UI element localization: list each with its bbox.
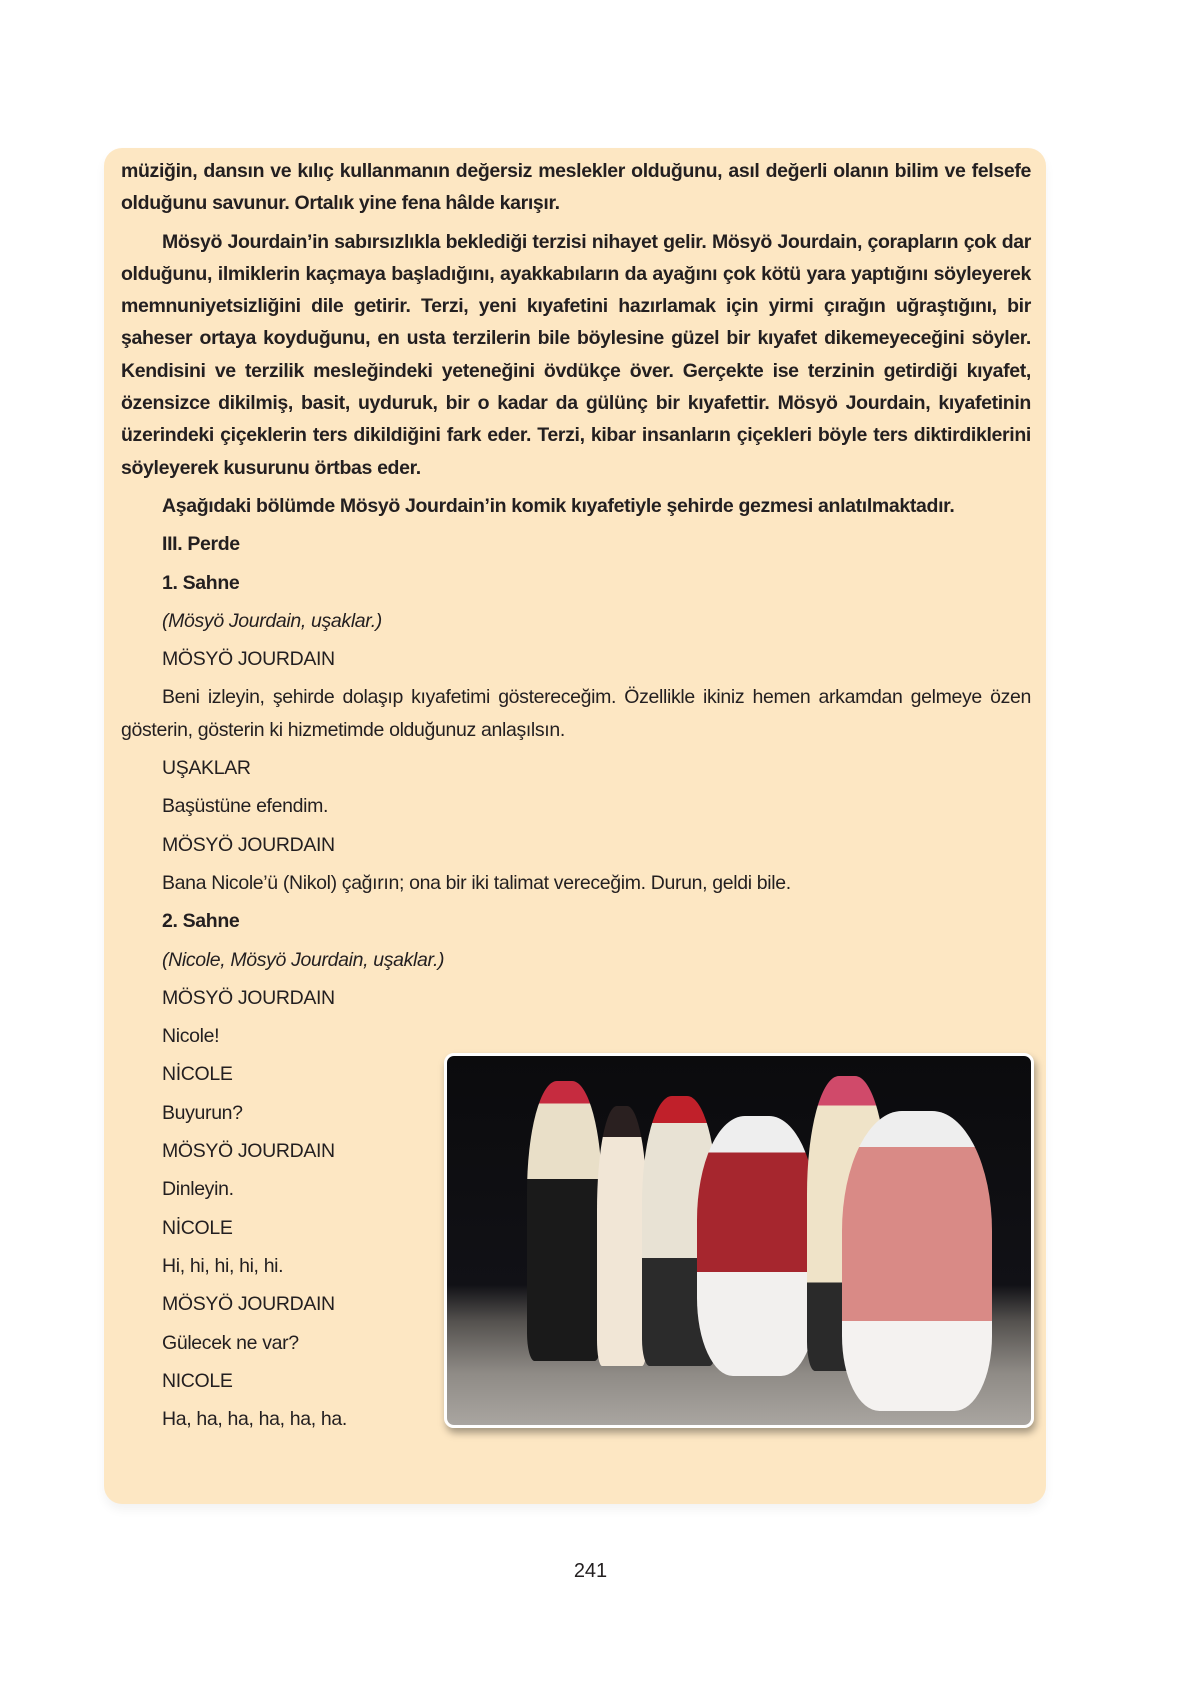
speaker: MÖSYÖ JOURDAIN [162, 648, 335, 671]
dialogue-line: Hi, hi, hi, hi, hi. [162, 1254, 284, 1277]
dialogue-line: Nicole! [162, 1025, 220, 1048]
stage-direction: (Nicole, Mösyö Jourdain, uşaklar.) [162, 948, 445, 971]
speaker: NİCOLE [162, 1063, 233, 1086]
dialogue-line: Gülecek ne var? [162, 1331, 299, 1354]
speaker: MÖSYÖ JOURDAIN [162, 1140, 335, 1163]
dialogue-line: Bana Nicole’ü (Nikol) çağırın; ona bir iki talimat vereceğim. Durun, geldi bile. [162, 871, 791, 894]
speaker: NİCOLE [162, 1216, 233, 1239]
speaker: MÖSYÖ JOURDAIN [162, 986, 335, 1009]
act-heading: III. Perde [162, 533, 240, 556]
dialogue-line: Beni izleyin, şehirde dolaşıp kıyafetimi göstereceğim. Özellikle ikiniz hemen arkamdan gelmeye özen gösterin, gösterin ki hizmetimde olduğunuz anlaşılsın. [121, 686, 1031, 741]
scene-heading: 2. Sahne [162, 910, 240, 933]
theatre-photo [444, 1053, 1034, 1428]
dialogue-line: Buyurun? [162, 1101, 243, 1124]
stage-direction: (Mösyö Jourdain, uşaklar.) [162, 609, 382, 632]
dialogue-line: Dinleyin. [162, 1178, 234, 1201]
speaker: MÖSYÖ JOURDAIN [162, 1293, 335, 1316]
speaker: UŞAKLAR [162, 757, 251, 780]
speaker: NICOLE [162, 1369, 233, 1392]
page-number: 241 [573, 1560, 608, 1582]
intro-paragraph: Mösyö Jourdain’in sabırsızlıkla beklediği terzisi nihayet gelir. Mösyö Jourdain, çorapların çok dar olduğunu, ilmiklerin kaçmaya başladığını, ayakkabıların da ayağını çok kötü yara yaptığını söyleyerek memnuniyetsizliğini dile getirir. Terzi, yeni kıyafetini hazırlamak için yirmi çırağın uğraştığını, bir şaheser ortaya koyduğunu, en usta terzilerin bile böylesine güzel bir kıyafet dikemeyeceğini söyler. Kendisini ve terzilik mesleğindeki yeteneğini övdükçe över. Gerçekte ise terzinin getirdiği kıyafet, özensizce dikilmiş, basit, uyduruk, bir o kadar da gülünç bir kıyafettir. Mösyö Jourdain, kıyafetinin üzerindeki çiçeklerin ters dikildiğini fark eder. Terzi, kibar insanların çiçekleri böyle ters diktirdiklerini söyleyerek kusurunu örtbas eder. [121, 230, 1031, 479]
intro-paragraph: Aşağıdaki bölümde Mösyö Jourdain’in komik kıyafetiyle şehirde gezmesi anlatılmaktadır. [162, 494, 955, 517]
intro-paragraph: müziğin, dansın ve kılıç kullanmanın değersiz meslekler olduğunu, asıl değerli olanın bilim ve felsefe olduğunu savunur. Ortalık yine fena hâlde karışır. [121, 160, 1031, 215]
dialogue-line: Başüstüne efendim. [162, 795, 329, 818]
speaker: MÖSYÖ JOURDAIN [162, 833, 335, 856]
dialogue-line: Ha, ha, ha, ha, ha, ha. [162, 1408, 347, 1431]
scene-heading: 1. Sahne [162, 571, 240, 594]
